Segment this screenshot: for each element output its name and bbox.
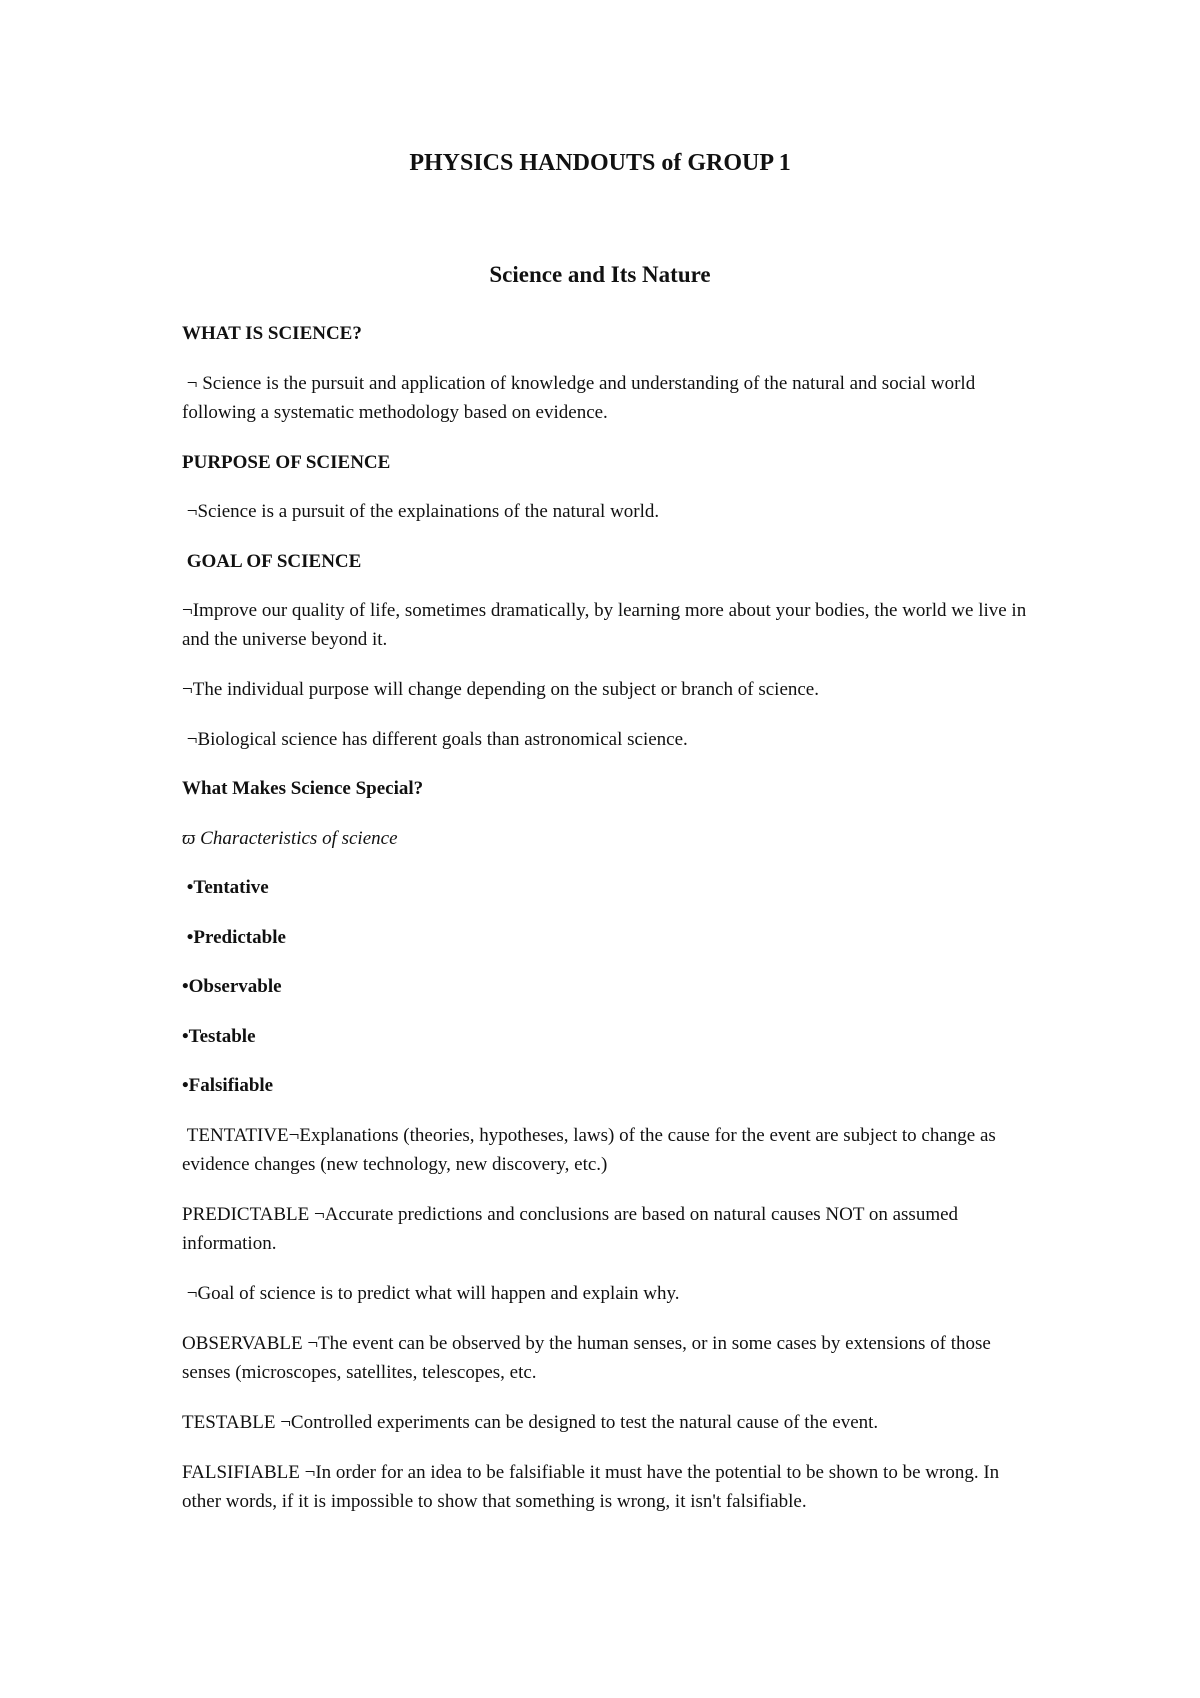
characteristics-subheading: ϖ Characteristics of science (182, 828, 398, 849)
heading-goal-of-science: GOAL OF SCIENCE (182, 551, 362, 572)
document-title: PHYSICS HANDOUTS of GROUP 1 (409, 150, 791, 176)
heading-what-makes-science-special: What Makes Science Special? (182, 778, 424, 799)
paragraph-falsifiable: FALSIFIABLE ¬In order for an idea to be falsifiable it must have the potential to be shown to be wrong. In other words, if it is impossible to show that something is wrong, it isn't falsifiable. (182, 1462, 1004, 1512)
document-subtitle: Science and Its Nature (489, 262, 711, 287)
heading-what-is-science: WHAT IS SCIENCE? (182, 323, 362, 344)
paragraph-what-is-science: ¬ Science is the pursuit and application of knowledge and understanding of the natural and social world following a systematic methodology based on evidence. (182, 373, 980, 423)
paragraph-goal-predict: ¬Goal of science is to predict what will happen and explain why. (182, 1283, 680, 1304)
list-item: •Predictable (182, 927, 286, 948)
list-item: •Observable (182, 976, 282, 997)
paragraph-predictable: PREDICTABLE ¬Accurate predictions and conclusions are based on natural causes NOT on assumed information. (182, 1204, 963, 1254)
paragraph-tentative: TENTATIVE¬Explanations (theories, hypotheses, laws) of the cause for the event are subject to change as evidence changes (new technology, new discovery, etc.) (182, 1125, 1001, 1175)
list-item: •Tentative (182, 877, 269, 898)
paragraph-purpose: ¬Science is a pursuit of the explainations of the natural world. (182, 501, 660, 522)
paragraph-goal-3: ¬Biological science has different goals than astronomical science. (182, 729, 688, 750)
list-item: •Falsifiable (182, 1075, 274, 1096)
list-item: •Testable (182, 1026, 256, 1047)
paragraph-goal-2: ¬The individual purpose will change depending on the subject or branch of science. (182, 679, 819, 700)
paragraph-goal-1: ¬Improve our quality of life, sometimes dramatically, by learning more about your bodies, the world we live in and the universe beyond it. (182, 600, 1031, 650)
paragraph-observable: OBSERVABLE ¬The event can be observed by the human senses, or in some cases by extensions of those senses (microscopes, satellites, telescopes, etc. (182, 1333, 996, 1383)
paragraph-testable: TESTABLE ¬Controlled experiments can be designed to test the natural cause of the event. (182, 1412, 879, 1433)
heading-purpose-of-science: PURPOSE OF SCIENCE (182, 452, 391, 473)
